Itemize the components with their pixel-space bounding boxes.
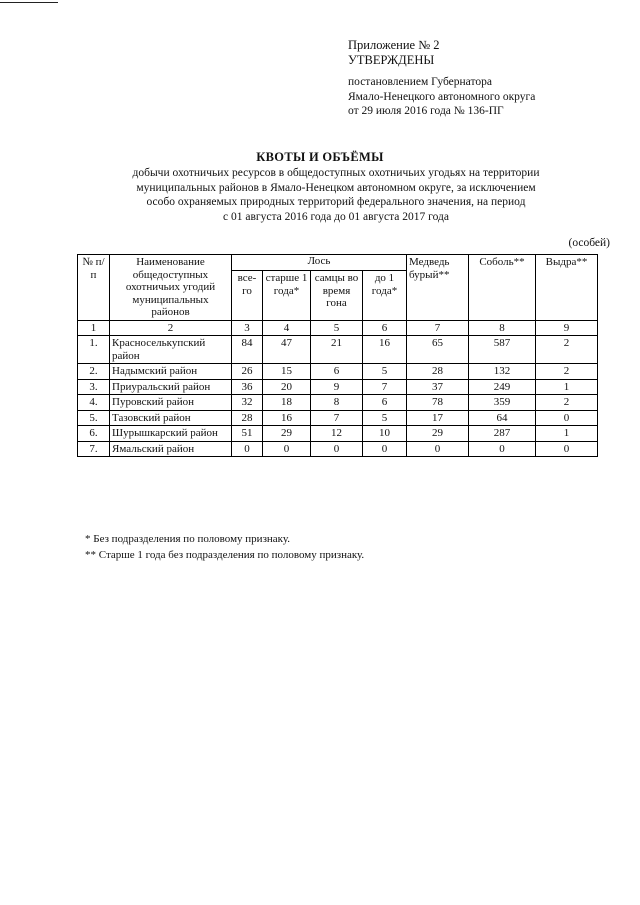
header-elk-total: все-го	[232, 271, 263, 320]
column-number: 4	[263, 320, 311, 336]
row-number: 2.	[78, 364, 110, 380]
row-number: 4.	[78, 395, 110, 411]
district-name: Надымский район	[110, 364, 232, 380]
quota-value: 12	[311, 426, 363, 442]
approved-label: УТВЕРЖДЕНЫ	[348, 53, 435, 67]
appendix-block	[348, 38, 440, 68]
quota-table	[77, 254, 598, 457]
quota-value: 7	[311, 410, 363, 426]
table-row	[78, 395, 598, 411]
units-label: (особей)	[568, 237, 610, 249]
quota-value: 15	[263, 364, 311, 380]
quota-value: 0	[263, 441, 311, 457]
row-number: 3.	[78, 379, 110, 395]
document-subtitle	[96, 166, 576, 224]
quota-value: 359	[469, 395, 536, 411]
header-bear: Медведь бурый**	[407, 255, 469, 321]
quota-value: 132	[469, 364, 536, 380]
subtitle-line: муниципальных районов в Ямало-Ненецком автономном округе, за исключением	[136, 181, 536, 194]
district-name: Приуральский район	[110, 379, 232, 395]
quota-value: 0	[469, 441, 536, 457]
quota-value: 47	[263, 336, 311, 364]
quota-value: 9	[311, 379, 363, 395]
approval-block	[348, 75, 535, 119]
quota-value: 84	[232, 336, 263, 364]
quota-value: 5	[363, 364, 407, 380]
table-row	[78, 410, 598, 426]
quota-value: 2	[536, 364, 598, 380]
table-row	[78, 379, 598, 395]
quota-value: 21	[311, 336, 363, 364]
row-number: 5.	[78, 410, 110, 426]
quota-value: 10	[363, 426, 407, 442]
column-number: 7	[407, 320, 469, 336]
column-number: 9	[536, 320, 598, 336]
quota-value: 20	[263, 379, 311, 395]
district-name: Красноселькупский район	[110, 336, 232, 364]
quota-value: 0	[363, 441, 407, 457]
footnote: ** Старше 1 года без подразделения по половому признаку.	[85, 549, 365, 561]
header-name: Наименование общедоступных охотничьих угодий муниципальных районов	[110, 255, 232, 321]
quota-value: 65	[407, 336, 469, 364]
column-number-row	[78, 320, 598, 336]
column-number: 1	[78, 320, 110, 336]
column-number: 8	[469, 320, 536, 336]
quota-value: 287	[469, 426, 536, 442]
quota-value: 1	[536, 426, 598, 442]
subtitle-line: особо охраняемых природных территорий федерального значения, на период	[146, 196, 526, 208]
quota-value: 1	[536, 379, 598, 395]
footnote: * Без подразделения по половому признаку.	[85, 533, 291, 545]
quota-value: 29	[263, 426, 311, 442]
quota-value: 28	[407, 364, 469, 380]
quota-value: 6	[363, 395, 407, 411]
district-name: Ямальский район	[110, 441, 232, 457]
district-name: Пуровский район	[110, 395, 232, 411]
approval-line: от 29 июля 2016 года № 136-ПГ	[348, 105, 504, 117]
quota-value: 0	[536, 410, 598, 426]
quota-value: 8	[311, 395, 363, 411]
quota-value: 29	[407, 426, 469, 442]
quota-value: 28	[232, 410, 263, 426]
column-number: 2	[110, 320, 232, 336]
subtitle-line: добычи охотничьих ресурсов в общедоступных охотничьих угодьях на территории	[132, 167, 540, 179]
table-row	[78, 364, 598, 380]
column-number: 6	[363, 320, 407, 336]
quota-value: 587	[469, 336, 536, 364]
quota-value: 0	[232, 441, 263, 457]
column-number: 3	[232, 320, 263, 336]
row-number: 1.	[78, 336, 110, 364]
quota-value: 7	[363, 379, 407, 395]
quota-value: 2	[536, 336, 598, 364]
quota-value: 16	[363, 336, 407, 364]
quota-value: 2	[536, 395, 598, 411]
scan-edge-line	[0, 2, 58, 3]
header-num: № п/п	[78, 255, 110, 321]
quota-value: 37	[407, 379, 469, 395]
row-number: 6.	[78, 426, 110, 442]
district-name: Шурышкарский район	[110, 426, 232, 442]
quota-value: 78	[407, 395, 469, 411]
quota-value: 32	[232, 395, 263, 411]
header-sable: Соболь**	[469, 255, 536, 321]
quota-value: 0	[536, 441, 598, 457]
subtitle-line: с 01 августа 2016 года до 01 августа 2017 года	[223, 210, 449, 223]
quota-value: 64	[469, 410, 536, 426]
footnotes	[85, 531, 364, 563]
header-elk-males: самцы во время гона	[311, 271, 363, 320]
column-number: 5	[311, 320, 363, 336]
quota-value: 16	[263, 410, 311, 426]
quota-value: 17	[407, 410, 469, 426]
quota-value: 0	[407, 441, 469, 457]
header-elk-adult: старше 1 года*	[263, 271, 311, 320]
table-row	[78, 441, 598, 457]
header-elk-young: до 1 года*	[363, 271, 407, 320]
quota-value: 36	[232, 379, 263, 395]
table-row	[78, 336, 598, 364]
quota-value: 5	[363, 410, 407, 426]
header-otter: Выдра**	[536, 255, 598, 321]
header-elk: Лось	[232, 255, 407, 271]
quota-value: 51	[232, 426, 263, 442]
quota-value: 26	[232, 364, 263, 380]
table-row	[78, 426, 598, 442]
document-title: КВОТЫ И ОБЪЁМЫ	[256, 150, 384, 164]
row-number: 7.	[78, 441, 110, 457]
district-name: Тазовский район	[110, 410, 232, 426]
approval-line: Ямало-Ненецкого автономного округа	[348, 90, 536, 103]
table-body	[78, 336, 598, 457]
quota-value: 6	[311, 364, 363, 380]
quota-value: 0	[311, 441, 363, 457]
approval-line: постановлением Губернатора	[348, 76, 492, 88]
quota-value: 249	[469, 379, 536, 395]
quota-value: 18	[263, 395, 311, 411]
header-row	[78, 255, 598, 271]
appendix-label: Приложение № 2	[348, 38, 440, 52]
